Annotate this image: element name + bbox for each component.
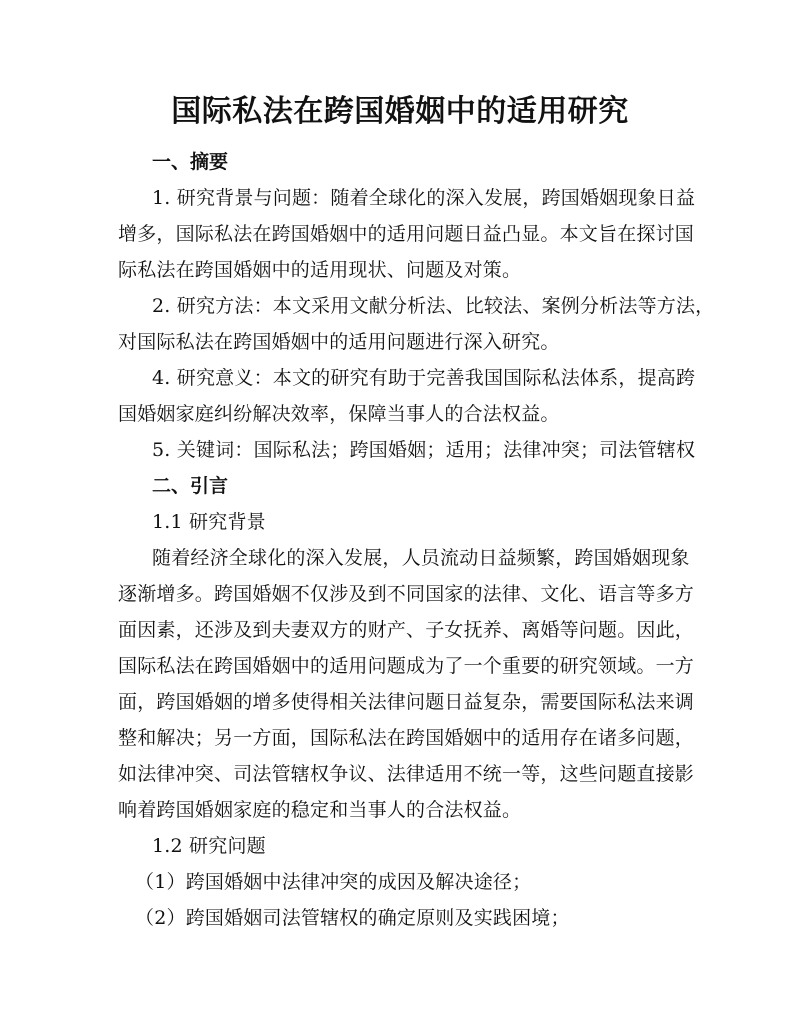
abstract-p1-line3: 际私法在跨国婚姻中的适用现状、问题及对策。 [118, 259, 522, 281]
section-1-1-line7: 如法律冲突、司法管辖权争议、法律适用不统一等，这些问题直接影 [118, 763, 695, 785]
abstract-p2-line1: 2. 研究方法：本文采用文献分析法、比较法、案例分析法等方法， [152, 295, 715, 317]
section-1-1-line6: 整和解决；另一方面，国际私法在跨国婚姻中的适用存在诸多问题， [118, 727, 695, 749]
section-1-1-line1: 随着经济全球化的深入发展，人员流动日益频繁，跨国婚姻现象 [152, 547, 690, 569]
abstract-p1-line2: 增多，国际私法在跨国婚姻中的适用问题日益凸显。本文旨在探讨国 [118, 223, 695, 245]
abstract-p3-line1: 4. 研究意义：本文的研究有助于完善我国国际私法体系，提高跨 [152, 367, 696, 389]
section-1-1-line3: 面因素，还涉及到夫妻双方的财产、子女抚养、离婚等问题。因此， [118, 619, 695, 641]
introduction-heading: 二、引言 [152, 475, 229, 497]
section-1-2-heading: 1.2 研究问题 [152, 835, 266, 857]
abstract-p2-line2: 对国际私法在跨国婚姻中的适用问题进行深入研究。 [118, 331, 560, 353]
section-1-1-line4: 国际私法在跨国婚姻中的适用问题成为了一个重要的研究领域。一方 [118, 655, 695, 677]
section-1-1-line5: 面，跨国婚姻的增多使得相关法律问题日益复杂，需要国际私法来调 [118, 691, 695, 713]
abstract-p3-line2: 国婚姻家庭纠纷解决效率，保障当事人的合法权益。 [118, 403, 560, 425]
abstract-heading: 一、摘要 [152, 151, 229, 173]
abstract-keywords: 5. 关键词：国际私法；跨国婚姻；适用；法律冲突；司法管辖权 [152, 439, 696, 461]
abstract-p1-line1: 1. 研究背景与问题：随着全球化的深入发展，跨国婚姻现象日益 [152, 187, 696, 209]
section-1-1-heading: 1.1 研究背景 [152, 511, 266, 533]
research-question-2: （2）跨国婚姻司法管辖权的确定原则及实践困境； [135, 907, 570, 929]
document-title: 国际私法在跨国婚姻中的适用研究 [171, 94, 629, 129]
section-1-1-line2: 逐渐增多。跨国婚姻不仅涉及到不同国家的法律、文化、语言等多方 [118, 583, 695, 605]
research-question-1: （1）跨国婚姻中法律冲突的成因及解决途径； [135, 871, 532, 893]
section-1-1-line8: 响着跨国婚姻家庭的稳定和当事人的合法权益。 [118, 799, 522, 821]
